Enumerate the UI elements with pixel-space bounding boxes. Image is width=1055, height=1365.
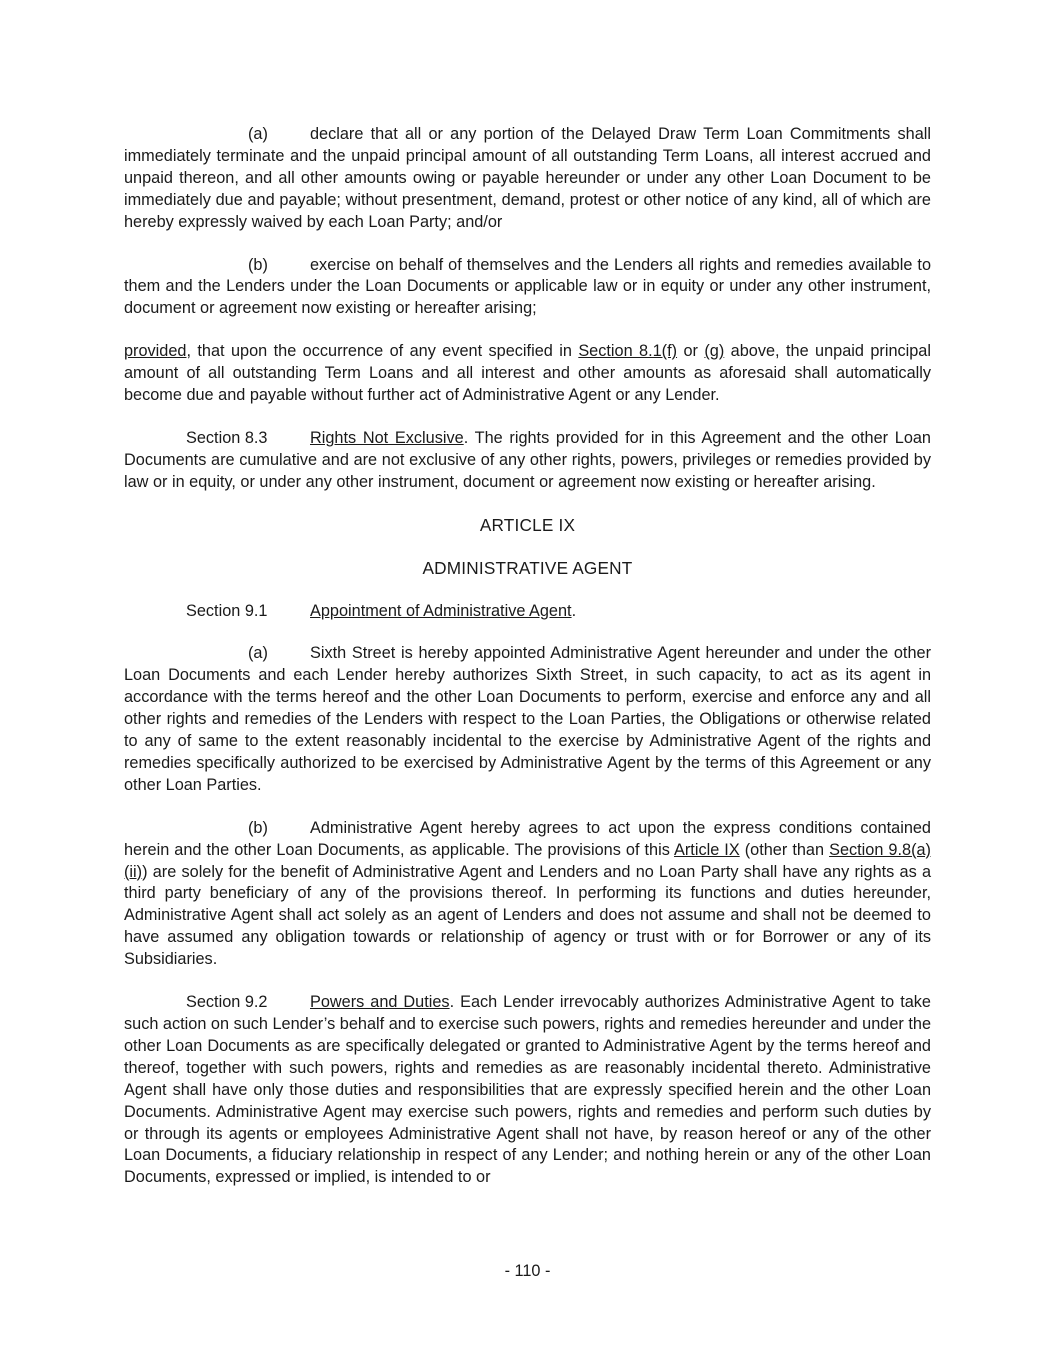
paragraph-text: Sixth Street is hereby appointed Administrative Agent hereunder and under the other Loan Documents and each Lender hereby authorizes Sixth Street, in such capacity, to act as its agent in accordance with the terms hereof and the other Loan Documents to perform, exercise and enforce any and all other rights and remedies of the Lenders with respect to the Loan Parties, the Obligations or otherwise related to any of same to the extent reasonably incidental to the exercise by Administrative Agent of the rights and remedies specifically authorized to be exercised by Administrative Agent by the terms of this Agreement or any other Loan Parties. [124, 644, 931, 794]
paragraph-b-exercise [124, 255, 931, 321]
section-number: Section 9.1 [186, 601, 268, 620]
article-number: ARTICLE IX [479, 514, 576, 535]
proviso-text-2: or [677, 342, 705, 361]
section-9-1-paragraph-a [124, 643, 931, 796]
section-text: . Each Lender irrevocably authorizes Administrative Agent to take such action on such Lender’s behalf and to exercise such powers, rights and remedies hereunder and under the other Loan Documents as are specifically delegated or granted to Administrative Agent by the terms hereof and thereof, together with such powers, rights and remedies as are reasonably incidental thereto. Administrative Agent shall have only those duties and responsibilities that are expressly specified herein and the other Loan Documents. Administrative Agent may exercise such powers, rights and remedies and perform such duties by or through its agents or employees Administrative Agent shall not have, by reason hereof or any of the other Loan Documents, a fiduciary relationship in respect of any Lender; and nothing herein or any of the other Loan Documents, expressed or implied, is intended to or [124, 993, 931, 1187]
paragraph-text: declare that all or any portion of the Delayed Draw Term Loan Commitments shall immediately terminate and the unpaid principal amount of all outstanding Term Loans, all interest accrued and unpaid thereon, and all other amounts owing or payable hereunder or under any other Loan Document to be immediately due and payable; without presentment, demand, protest or other notice of any kind, all of which are hereby expressly waived by each Loan Party; and/or [124, 125, 931, 231]
section-text: . The rights provided for in this Agreement and the other Loan Documents are cumulative and are not exclusive of any other rights, powers, privileges or remedies provided by law or in equity, or under any other instrument, document or agreement now existing or hereafter arising. [124, 428, 931, 491]
item-label: (b) [248, 818, 268, 837]
proviso-lead: provided [124, 342, 187, 361]
page-number: - 110 - [504, 1262, 551, 1280]
paragraph-text-1: Administrative Agent hereby agrees to act upon the express conditions contained herein and the other Loan Documents, as applicable. The provisions of this [124, 818, 931, 859]
document-page [124, 124, 931, 1189]
proviso-text-3: above, the unpaid principal amount of all outstanding Term Loans and all interest and other amounts as aforesaid shall automatically become due and payable without further act of Administrative Agent or any Lender. [124, 342, 931, 405]
paragraph-a-declare [124, 124, 931, 234]
section-heading: Appointment of Administrative Agent [310, 601, 572, 620]
article-title: ADMINISTRATIVE AGENT [422, 557, 633, 578]
proviso-paragraph [124, 341, 931, 407]
item-label: (a) [248, 125, 268, 143]
section-heading: Powers and Duties [310, 993, 450, 1012]
paragraph-text-2: (other than [739, 840, 830, 859]
section-heading-period: . [571, 601, 577, 620]
proviso-text-1: , that upon the occurrence of any event specified in [186, 342, 579, 361]
paragraph-text: exercise on behalf of themselves and the Lenders all rights and remedies available to them and the Lenders under the Loan Documents or applicable law or in equity or under any other instrument, document or agreement now existing or hereafter arising; [124, 255, 931, 318]
section-number: Section 9.2 [186, 993, 268, 1012]
paragraph-text-3: ) are solely for the benefit of Administrative Agent and Lenders and no Loan Party shall have any rights as a third party beneficiary of any of the provisions thereof. In performing its functions and duties hereunder, Administrative Agent shall act solely as an agent of Lenders and does not assume and shall not be deemed to have assumed any obligation towards or relationship of agency or trust with or for Borrower or any of its Subsidiaries. [124, 862, 931, 969]
section-8-3 [124, 428, 931, 494]
section-9-1-paragraph-b [124, 818, 931, 971]
cross-reference-section-8-1f: Section 8.1(f) [578, 342, 678, 361]
section-number: Section 8.3 [186, 428, 268, 447]
item-label: (b) [248, 255, 268, 274]
cross-reference-section-9-8: Section 9.8(a)(ii) [124, 840, 931, 881]
cross-reference-g: (g) [704, 342, 725, 361]
section-9-1-heading [124, 601, 931, 623]
cross-reference-article-ix: Article IX [674, 840, 740, 859]
section-heading: Rights Not Exclusive [310, 428, 464, 447]
section-9-2 [124, 992, 931, 1189]
item-label: (a) [248, 644, 268, 663]
